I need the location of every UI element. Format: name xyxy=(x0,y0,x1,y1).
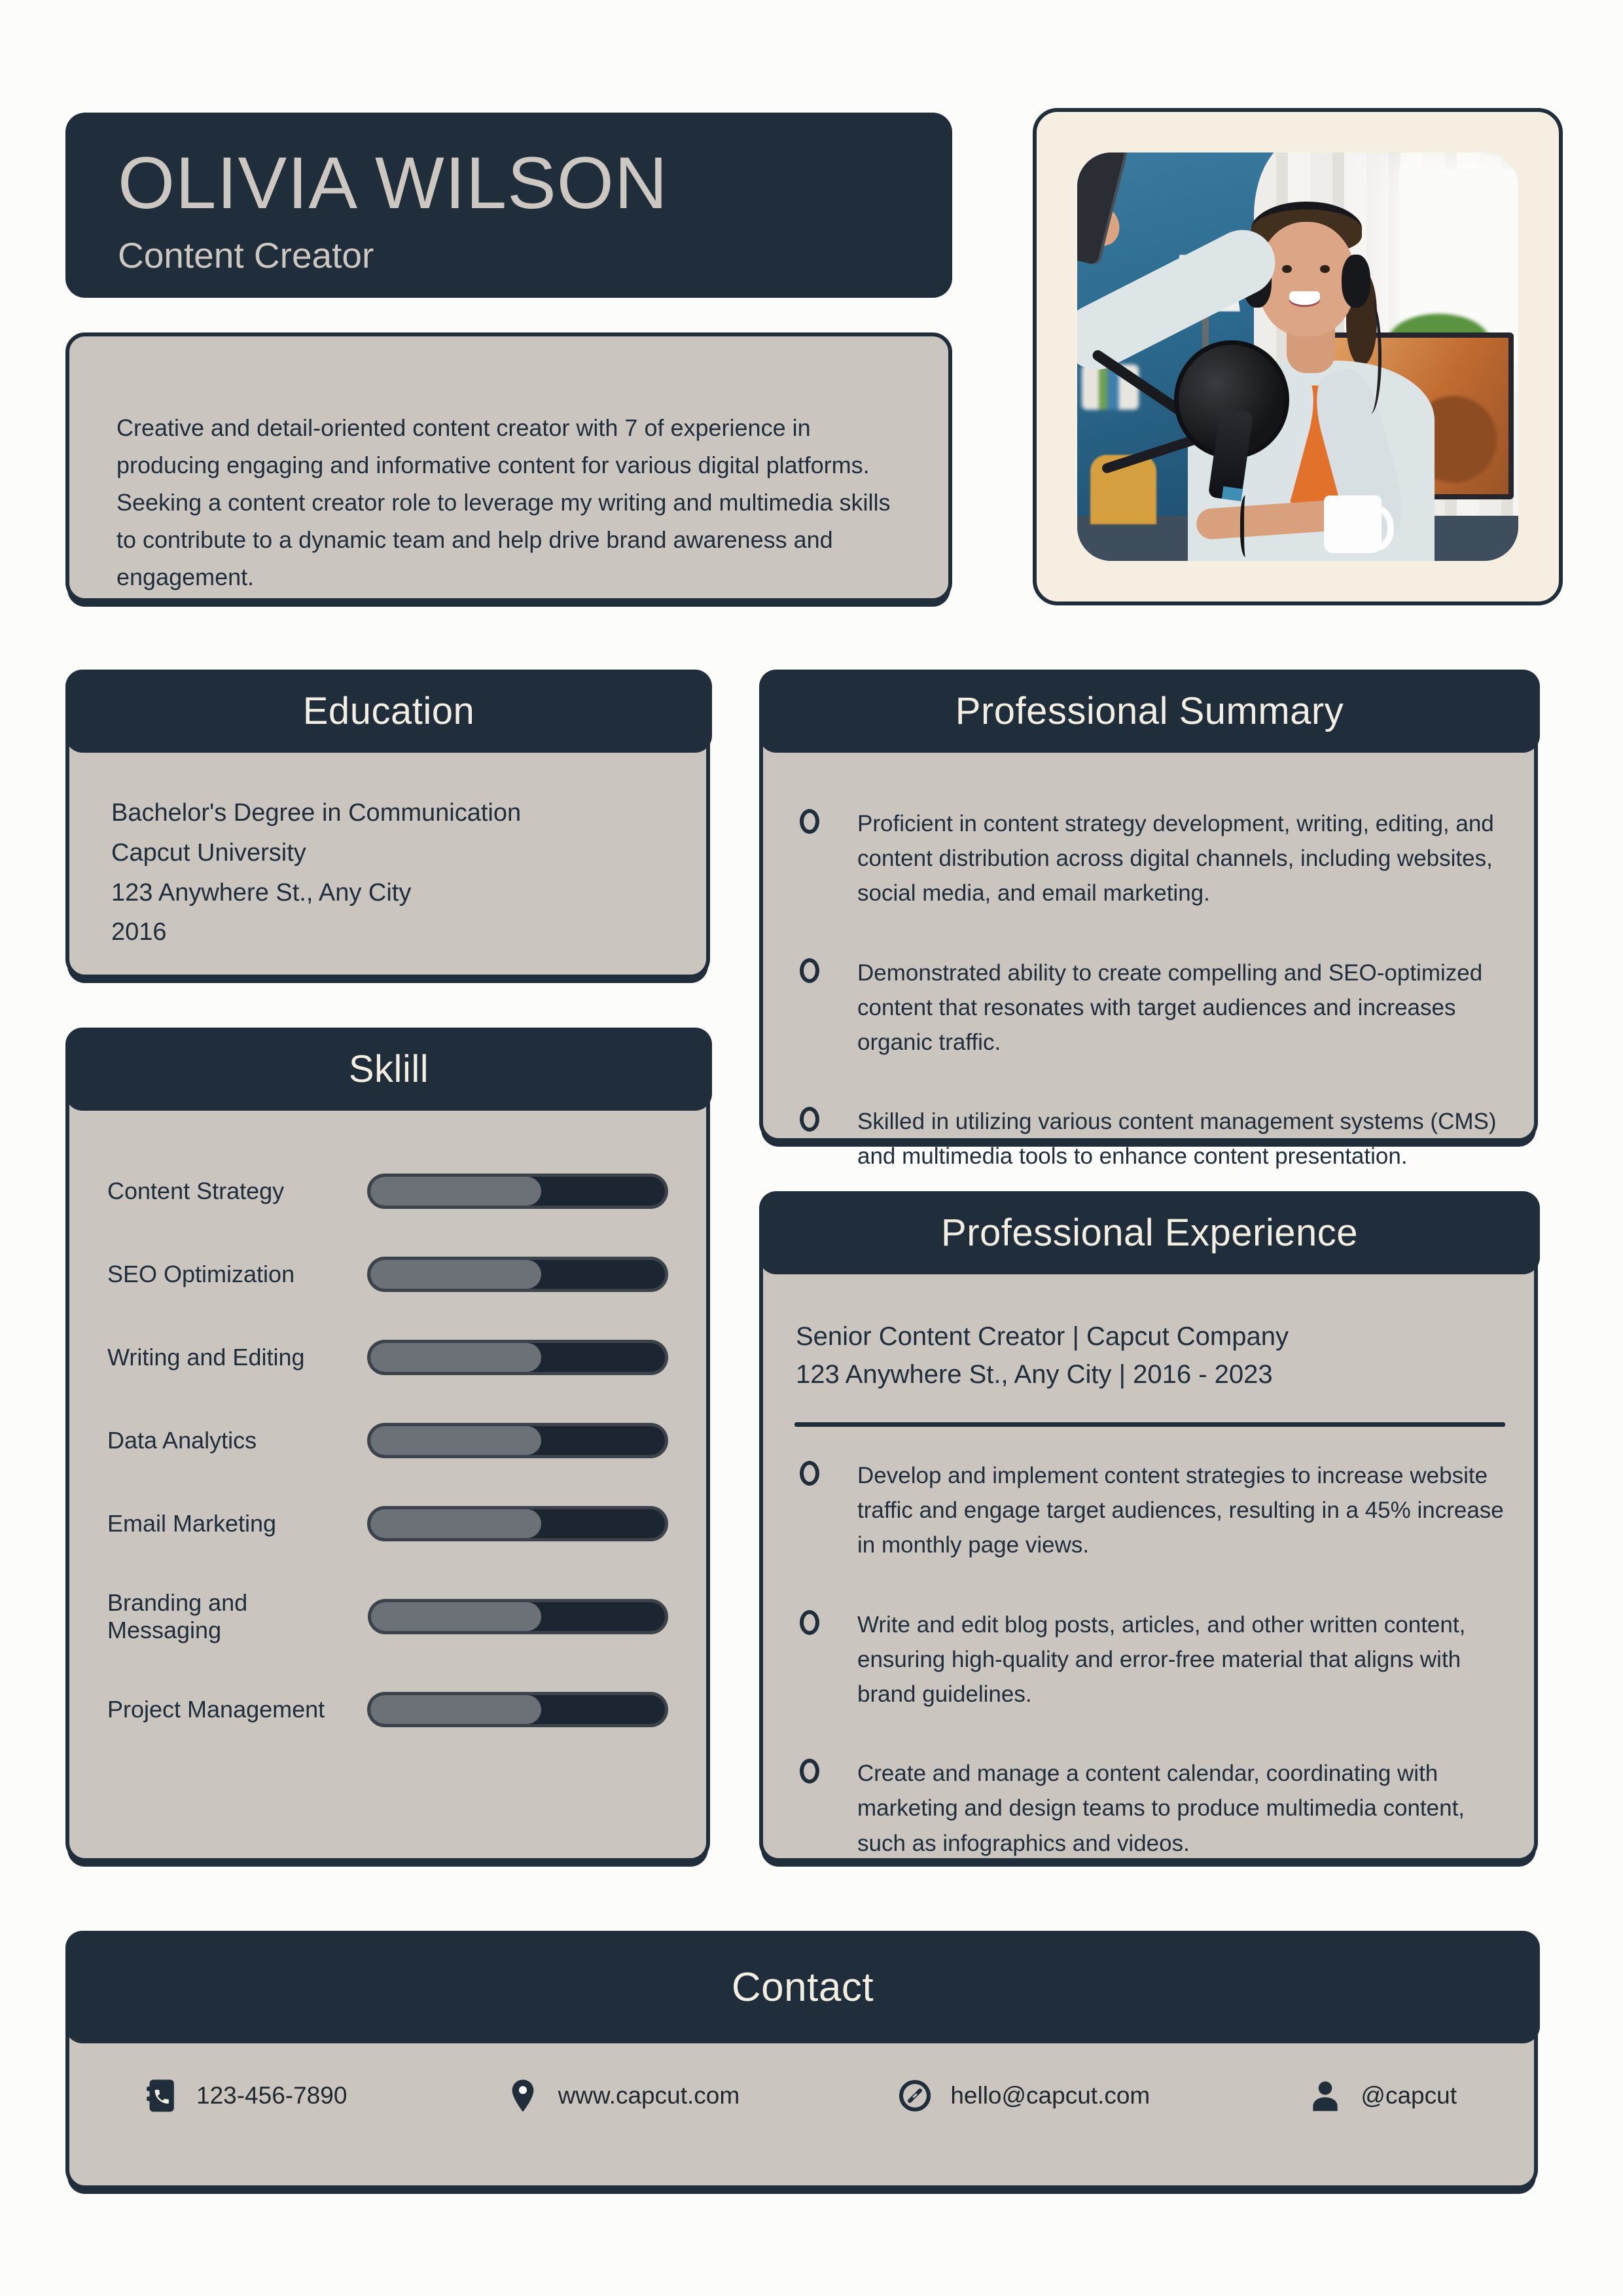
location-icon xyxy=(505,2077,541,2114)
professional-summary-heading: Professional Summary xyxy=(955,690,1344,732)
ring-bullet-icon xyxy=(800,1461,819,1486)
ring-bullet-icon xyxy=(800,1610,819,1635)
skills-heading: Sklill xyxy=(348,1048,429,1090)
skill-bar-fill xyxy=(370,1426,541,1455)
skill-bar-fill xyxy=(370,1260,541,1289)
contact-header xyxy=(65,1931,1540,2043)
skill-bar-fill xyxy=(371,1602,542,1631)
contact-row xyxy=(69,2043,1534,2114)
profile-photo xyxy=(1077,152,1518,561)
summary-bullet-text: Demonstrated ability to create compelling and SEO-optimized content that resonates with target audiences and increases organic traffic. xyxy=(857,960,1483,1055)
skill-bar-fill xyxy=(370,1343,541,1372)
skills-card xyxy=(65,1028,710,1862)
skill-bar xyxy=(367,1257,668,1292)
contact-email-label: hello@capcut.com xyxy=(950,2082,1150,2109)
professional-experience-header xyxy=(759,1191,1540,1274)
contact-item-social[interactable] xyxy=(1307,2077,1457,2114)
photo-microphone-cable xyxy=(1240,495,1253,557)
photo-microphone-ring xyxy=(1222,486,1243,501)
experience-role-block xyxy=(763,1274,1534,1393)
professional-experience-heading: Professional Experience xyxy=(941,1211,1358,1254)
profile-photo-frame xyxy=(1033,108,1563,605)
skills-header xyxy=(65,1028,712,1111)
skill-label: SEO Optimization xyxy=(107,1261,295,1287)
skill-row xyxy=(107,1257,668,1292)
summary-bullet-text: Skilled in utilizing various content management systems (CMS) and multimedia tools to enhance content presentation. xyxy=(857,1109,1497,1170)
skill-bar xyxy=(368,1599,668,1634)
education-card xyxy=(65,670,710,978)
experience-role-line: Senior Content Creator | Capcut Company xyxy=(796,1322,1289,1351)
experience-bullet-text: Write and edit blog posts, articles, and other written content, ensuring high-quality and error-free material that aligns with brand guidelines. xyxy=(857,1611,1466,1707)
contact-item-phone[interactable] xyxy=(143,2077,347,2114)
skill-bar-fill xyxy=(370,1177,541,1206)
education-header xyxy=(65,670,712,753)
skill-bar-fill xyxy=(370,1509,541,1538)
experience-divider xyxy=(794,1422,1505,1427)
ring-bullet-icon xyxy=(800,958,819,983)
professional-summary-header xyxy=(759,670,1540,753)
contact-website-label: www.capcut.com xyxy=(558,2082,740,2109)
photo-coffee-mug xyxy=(1324,495,1382,552)
experience-bullet-item xyxy=(796,1458,1504,1563)
summary-bullet-item xyxy=(796,806,1504,911)
contact-card xyxy=(65,1931,1538,2189)
skill-label: Data Analytics xyxy=(107,1427,257,1454)
summary-bullet-item xyxy=(796,1104,1504,1174)
about-box xyxy=(65,332,952,602)
header-card xyxy=(65,113,952,298)
skill-label: Project Management xyxy=(107,1696,325,1723)
experience-bullet-item xyxy=(796,1607,1504,1712)
phone-icon xyxy=(143,2077,179,2114)
experience-meta-line: 123 Anywhere St., Any City | 2016 - 2023 xyxy=(796,1360,1273,1389)
education-year: 2016 xyxy=(111,918,167,946)
experience-bullet-list xyxy=(763,1427,1534,1861)
contact-heading: Contact xyxy=(731,1964,874,2010)
ring-bullet-icon xyxy=(800,1759,819,1784)
skill-label: Branding and Messaging xyxy=(107,1589,248,1643)
skill-row xyxy=(107,1340,668,1375)
skill-bar xyxy=(367,1692,668,1727)
skill-bar xyxy=(367,1174,668,1209)
contact-phone-label: 123-456-7890 xyxy=(196,2082,348,2109)
ring-bullet-icon xyxy=(800,1107,819,1132)
skill-bar xyxy=(367,1506,668,1541)
photo-eye-right xyxy=(1320,265,1330,273)
experience-bullet-item xyxy=(796,1756,1504,1861)
skill-row xyxy=(107,1174,668,1209)
contact-item-website[interactable] xyxy=(505,2077,740,2114)
skills-body xyxy=(69,1111,706,1727)
education-degree: Bachelor's Degree in Communication xyxy=(111,799,522,827)
professional-summary-card xyxy=(759,670,1538,1170)
summary-bullet-item xyxy=(796,956,1504,1060)
experience-bullet-text: Develop and implement content strategies to increase website traffic and engage target audiences, resulting in a 45% increase in monthly page views. xyxy=(857,1463,1504,1558)
education-heading: Education xyxy=(302,690,475,732)
education-body xyxy=(69,753,706,952)
skill-bar-fill xyxy=(370,1695,541,1724)
ring-bullet-icon xyxy=(800,809,819,834)
person-job-title: Content Creator xyxy=(118,235,374,276)
skill-row xyxy=(107,1506,668,1541)
skill-label: Content Strategy xyxy=(107,1177,285,1204)
professional-experience-card xyxy=(759,1191,1538,1862)
summary-bullet-text: Proficient in content strategy development, writing, editing, and content distribution across digital channels, including websites, social media, and email marketing. xyxy=(857,811,1494,906)
person-name: OLIVIA WILSON xyxy=(118,142,668,224)
skill-row xyxy=(107,1692,668,1727)
skill-label: Writing and Editing xyxy=(107,1344,305,1371)
skill-row xyxy=(107,1589,668,1644)
contact-item-email[interactable] xyxy=(897,2077,1150,2114)
education-address: 123 Anywhere St., Any City xyxy=(111,878,412,906)
contact-social-label: @capcut xyxy=(1361,2082,1457,2109)
user-icon xyxy=(1307,2077,1344,2114)
experience-bullet-text: Create and manage a content calendar, coordinating with marketing and design teams to produce multimedia content, such as infographics and videos. xyxy=(857,1761,1465,1856)
skill-label: Email Marketing xyxy=(107,1510,277,1537)
photo-headphones-earcup-right xyxy=(1342,255,1370,308)
photo-headset-wire xyxy=(1359,300,1382,414)
about-text: Creative and detail-oriented content creator with 7 of experience in producing engaging and informative content for various digital platforms. Seeking a content creator role to leverage my writing and multimedia skills to contribute to a dynamic team and help drive brand awareness and engagement. xyxy=(116,414,891,590)
education-school: Capcut University xyxy=(111,838,306,867)
summary-bullet-list xyxy=(763,753,1534,1174)
skill-bar xyxy=(367,1340,668,1375)
skill-row xyxy=(107,1423,668,1458)
link-icon xyxy=(897,2077,933,2114)
skill-bar xyxy=(367,1423,668,1458)
